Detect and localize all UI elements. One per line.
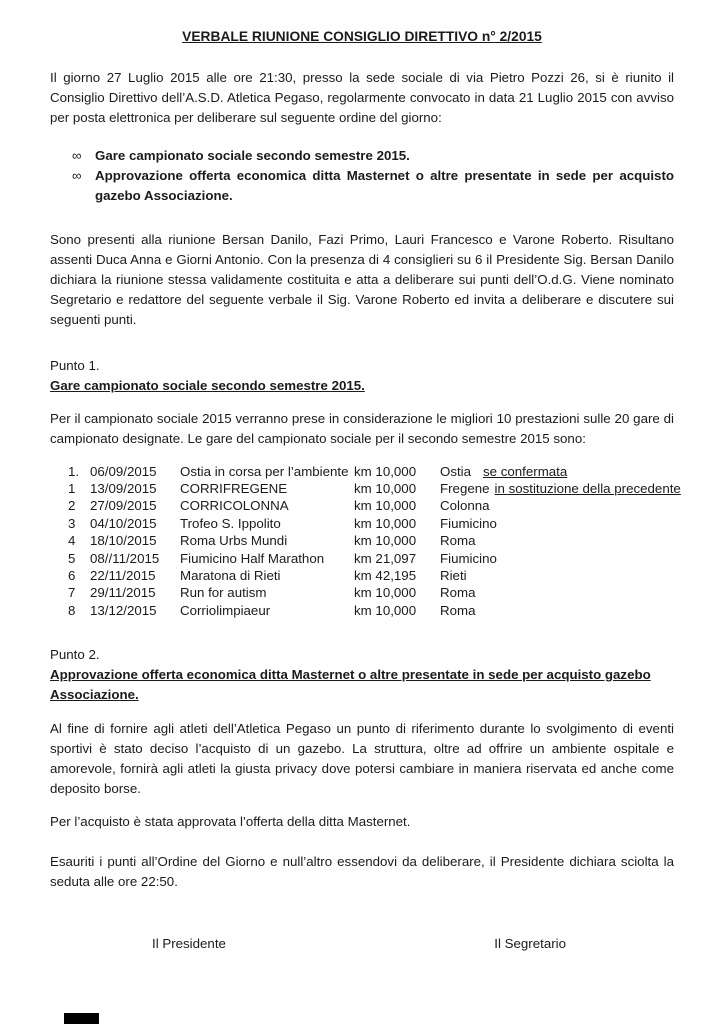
race-name: Ostia in corsa per l’ambiente [180, 463, 349, 479]
race-date: 13/09/2015 [90, 481, 157, 496]
section-heading: Approvazione offerta economica ditta Masternet o altre presentate in sede per acquisto gazebo Associazione. [50, 667, 651, 703]
infinity-bullet-icon: ∞ [72, 168, 82, 183]
race-number: 1. [68, 463, 80, 479]
signature-block [50, 934, 674, 954]
race-note: in sostituzione della precedente [494, 481, 681, 496]
agenda-item [72, 146, 674, 166]
intro-paragraph: Il giorno 27 Luglio 2015 alle ore 21:30, presso la sede sociale di via Pietro Pozzi 26, si è riunito il Consiglio Direttivo dell’A.S.D. Atletica Pegaso, regolarmente convocato in data 21 Luglio 2015 con avviso per posta elettronica per deliberare sul seguente ordine del giorno: [50, 70, 674, 125]
race-number: 8 [68, 602, 76, 618]
section-body: Per l’acquisto è stata approvata l’offerta della ditta Masternet. [50, 813, 411, 829]
page-bottom-artifact [64, 1013, 99, 1024]
signature-secretary: Il Segretario [494, 935, 566, 951]
race-distance: km 10,000 [354, 533, 417, 549]
section-label: Punto 2. [50, 647, 100, 663]
race-date: 04/10/2015 [90, 515, 157, 531]
race-name: Trofeo S. Ippolito [180, 515, 281, 531]
section-heading: Gare campionato sociale secondo semestre 2015. [50, 378, 365, 393]
section-punto-1 [50, 356, 681, 619]
race-distance: km 10,000 [354, 585, 417, 601]
table-row [68, 567, 674, 584]
closing-paragraph: Esauriti i punti all’Ordine del Giorno e null’altro essendovi da deliberare, il Presidente dichiara sciolta la seduta alle ore 22:50. [50, 853, 674, 889]
table-row [68, 584, 674, 601]
race-number: 6 [68, 568, 76, 584]
race-distance: km 21,097 [354, 550, 417, 566]
race-place: Fregene [440, 481, 490, 496]
race-number: 4 [68, 533, 76, 549]
race-date: 18/10/2015 [90, 533, 157, 549]
section-label: Punto 1. [50, 358, 100, 373]
race-name: Corriolimpiaeur [180, 602, 271, 618]
table-row [68, 463, 674, 480]
race-place: Rieti [440, 568, 467, 584]
race-place: Roma [440, 585, 476, 601]
race-distance: km 10,000 [354, 463, 417, 479]
table-row [68, 550, 674, 567]
table-row [68, 480, 681, 497]
race-date: 22/11/2015 [90, 568, 156, 584]
table-row [68, 532, 674, 549]
race-distance: km 10,000 [354, 498, 417, 514]
race-name: Maratona di Rieti [180, 568, 281, 584]
race-place: Roma [440, 533, 476, 549]
race-date: 08//11/2015 [90, 550, 160, 566]
agenda-item-text: Gare campionato sociale secondo semestre 2015. [95, 148, 410, 163]
race-date: 29/11/2015 [90, 585, 156, 601]
agenda-list [72, 146, 674, 206]
race-number: 3 [68, 515, 76, 531]
agenda-item [72, 166, 674, 206]
race-place: Fiumicino [440, 550, 497, 566]
attendance-paragraph: Sono presenti alla riunione Bersan Danilo, Fazi Primo, Lauri Francesco e Varone Roberto. Risultano assenti Duca Anna e Giorni Antonio. Con la presenza di 4 consiglieri su 6 il Presidente Sig. Bersan Danilo dichiara la riunione stessa validamente costituita e atta a deliberare sui punti dell’O.d.G. Viene nominato Segretario e redattore del seguente verbale il Sig. Varone Roberto ed invita a deliberare e discutere sui seguenti punti. [50, 232, 674, 327]
signature-president: Il Presidente [152, 935, 226, 951]
race-name: Fiumicino Half Marathon [180, 550, 325, 566]
race-place: Ostia [440, 463, 472, 479]
race-name: CORRIFREGENE [180, 481, 288, 496]
race-number: 2 [68, 498, 76, 514]
section-punto-2 [50, 645, 674, 832]
race-date: 27/09/2015 [90, 498, 157, 514]
race-place: Fiumicino [440, 515, 497, 531]
table-row [68, 515, 674, 532]
infinity-bullet-icon: ∞ [72, 148, 82, 163]
race-distance: km 10,000 [354, 515, 417, 531]
race-place: Colonna [440, 498, 490, 514]
race-date: 06/09/2015 [90, 463, 157, 479]
table-row [68, 497, 674, 514]
race-distance: km 42,195 [354, 568, 417, 584]
document-title: VERBALE RIUNIONE CONSIGLIO DIRETTIVO n° 2/2015 [182, 29, 542, 44]
race-note: se confermata [483, 463, 568, 479]
race-name: Roma Urbs Mundi [180, 533, 288, 549]
section-body: Per il campionato sociale 2015 verranno prese in considerazione le migliori 10 prestazioni sulle 20 gare di campionato designate. Le gare del campionato sociale per il secondo semestre 2015 sono: [50, 411, 674, 447]
race-distance: km 10,000 [354, 481, 417, 496]
table-row [68, 602, 674, 619]
race-number: 1 [68, 481, 76, 496]
race-distance: km 10,000 [354, 602, 417, 618]
race-place: Roma [440, 602, 476, 618]
section-body: Al fine di fornire agli atleti dell’Atletica Pegaso un punto di riferimento durante lo svolgimento di eventi sportivi è stato deciso l’acquisto di un gazebo. La struttura, oltre ad offrire un ambiente ospitale e amorevole, fornirà agli atleti la giusta privacy dove potersi cambiare in maniera riservata ed anche come deposito borse. [50, 720, 674, 796]
race-name: CORRICOLONNA [180, 498, 289, 514]
race-number: 7 [68, 585, 76, 601]
race-name: Run for autism [180, 585, 267, 601]
race-date: 13/12/2015 [90, 602, 157, 618]
race-table [68, 463, 681, 620]
agenda-item-text: Approvazione offerta economica ditta Masternet o altre presentate in sede per acquisto gazebo Associazione. [95, 168, 674, 203]
race-number: 5 [68, 550, 76, 566]
